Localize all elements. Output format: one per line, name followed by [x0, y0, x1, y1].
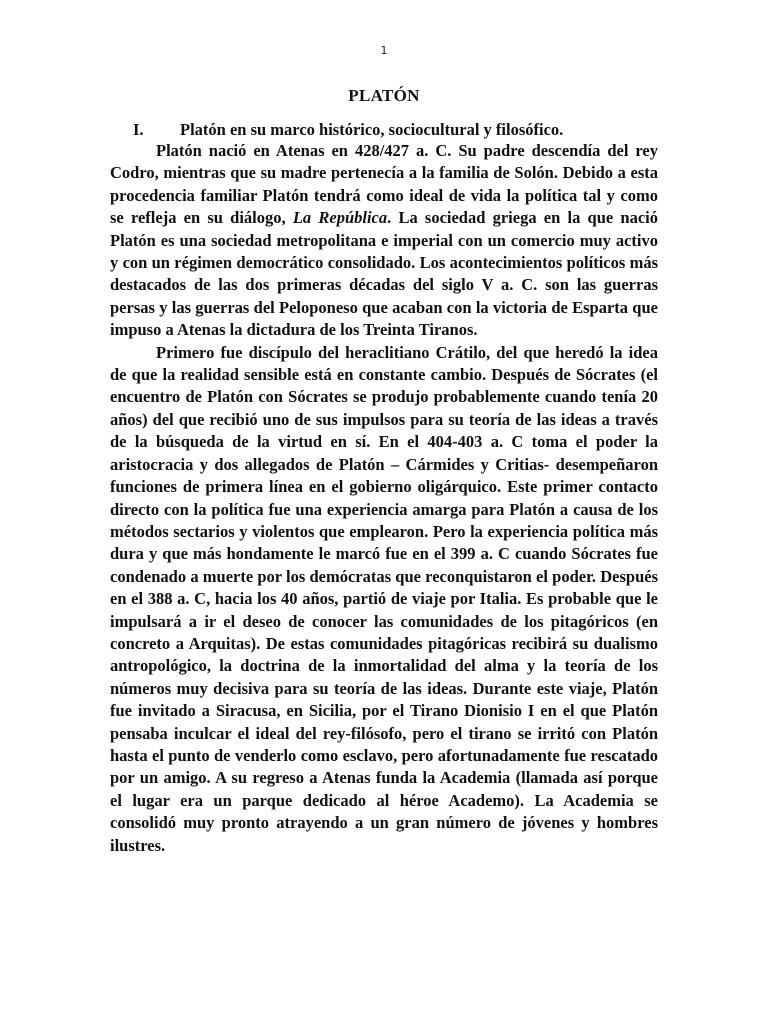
paragraph-1-text-after: . La sociedad griega en la que nació Platón es una sociedad metropolitana e imperial con un comercio muy activo y con un régimen democrático consolidado. Los acontecimientos políticos más destacados de las dos primeras décadas del siglo V a. C. son las guerras persas y las guerras del Peloponeso que acaban con la victoria de Esparta que impuso a Atenas la dictadura de los Treinta Tiranos. — [110, 208, 658, 340]
paragraph-1-text-before: Platón nació en Atenas en 428/427 a. C. Su padre descendía del rey Codro, mientras que su madre pertenecía a la familia de Solón. Debido a esta procedencia familiar Platón tendrá como ideal de vida la política tal y como se refleja en su diálogo, — [110, 141, 658, 228]
section-heading — [133, 120, 693, 140]
document-body — [110, 140, 658, 857]
section-heading-text: Platón en su marco histórico, sociocultural y filosófico. — [180, 120, 564, 139]
section-number: I. — [133, 120, 144, 139]
book-title-emphasis: La República — [292, 208, 388, 228]
paragraph-2: Primero fue discípulo del heraclitiano Crátilo, del que heredó la idea de que la realidad sensible está en constante cambio. Después de Sócrates (el encuentro de Platón con Sócrates se produjo probablemente cuando tenía 20 años) del que recibió uno de sus impulsos para su teoría de las ideas a través de la búsqueda de la virtud en sí. En el 404-403 a. C toma el poder la aristocracia y dos allegados de Platón – Cármides y Critias- desempeñaron funciones de primera línea en el gobierno oligárquico. Este primer contacto directo con la política fue una experiencia amarga para Platón a causa de los métodos sectarios y violentos que emplearon. Pero la experiencia política más dura y que más hondamente le marcó fue en el 399 a. C cuando Sócrates fue condenado a muerte por los demócratas que reconquistaron el poder. Después en el 388 a. C, hacia los 40 años, partió de viaje por Italia. Es probable que le impulsará a ir el deseo de conocer las comunidades de los pitagóricos (en concreto a Arquitas). De estas comunidades pitagóricas recibirá su dualismo antropológico, la doctrina de la inmortalidad del alma y la teoría de los números muy decisiva para su teoría de las ideas. Durante este viaje, Platón fue invitado a Siracusa, en Sicilia, por el Tirano Dionisio I en el que Platón pensaba inculcar el ideal del rey-filósofo, pero el tirano se irritó con Platón hasta el punto de venderlo como esclavo, pero afortunadamente fue rescatado por un amigo. A su regreso a Atenas funda la Academia (llamada así porque el lugar era un parque dedicado al héroe Academo). La Academia se consolidó muy pronto atrayendo a un gran número de jóvenes y hombres ilustres. — [110, 342, 658, 855]
page-number: 1 — [380, 44, 388, 57]
document-title: PLATÓN — [348, 86, 420, 105]
paragraph-1 — [110, 140, 658, 342]
